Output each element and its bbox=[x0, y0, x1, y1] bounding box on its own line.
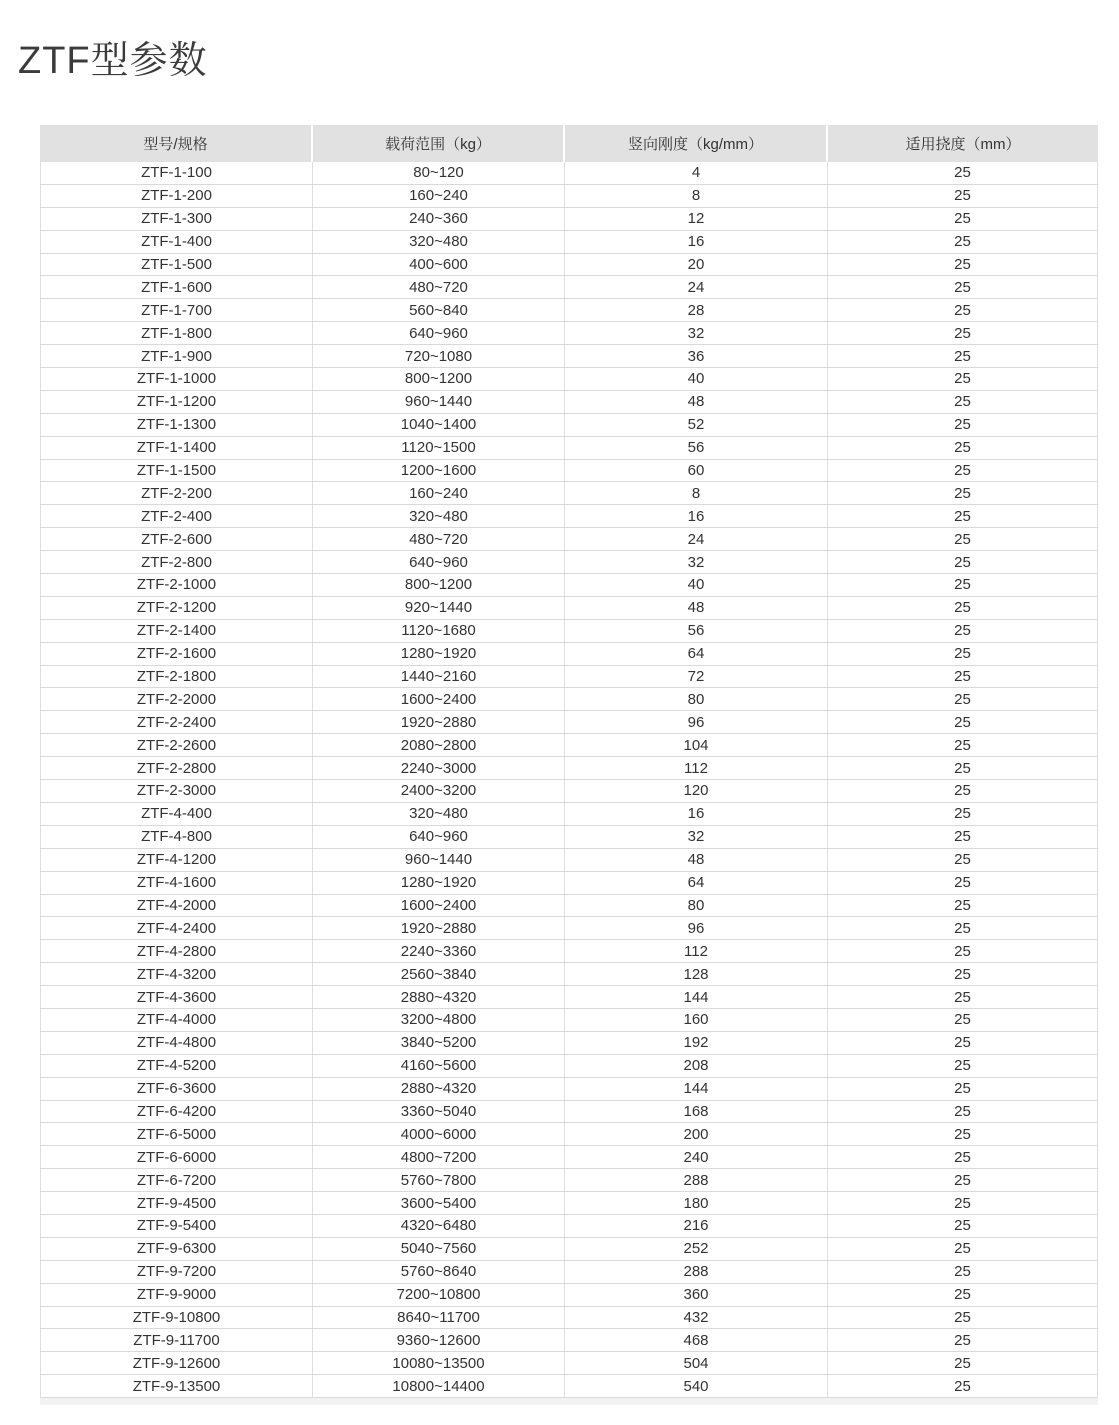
table-row bbox=[40, 597, 1098, 620]
table-cell: 504 bbox=[565, 1352, 828, 1375]
table-cell: 12 bbox=[565, 208, 828, 231]
table-cell: 25 bbox=[828, 1101, 1098, 1124]
table-cell: 1600~2400 bbox=[313, 688, 565, 711]
table-cell: 10080~13500 bbox=[313, 1352, 565, 1375]
table-cell: 168 bbox=[565, 1101, 828, 1124]
table-row bbox=[40, 482, 1098, 505]
table-cell: 432 bbox=[565, 1307, 828, 1330]
table-row bbox=[40, 437, 1098, 460]
table-row bbox=[40, 940, 1098, 963]
table-cell: 80~120 bbox=[313, 162, 565, 185]
table-cell: 25 bbox=[828, 849, 1098, 872]
table-cell: ZTF-2-2000 bbox=[40, 688, 313, 711]
table-cell: 25 bbox=[828, 1055, 1098, 1078]
table-row bbox=[40, 1329, 1098, 1352]
table-cell: ZTF-4-3200 bbox=[40, 963, 313, 986]
table-cell: 1040~1400 bbox=[313, 414, 565, 437]
table-cell: ZTF-1-1300 bbox=[40, 414, 313, 437]
table-cell: 8640~11700 bbox=[313, 1307, 565, 1330]
column-header-vertical-stiffness: 竖向刚度（kg/mm） bbox=[565, 125, 828, 162]
table-cell: 25 bbox=[828, 780, 1098, 803]
table-row bbox=[40, 1352, 1098, 1375]
table-row bbox=[40, 1009, 1098, 1032]
table-row bbox=[40, 391, 1098, 414]
table-cell: 36 bbox=[565, 345, 828, 368]
table-cell: 5760~8640 bbox=[313, 1261, 565, 1284]
table-row bbox=[40, 345, 1098, 368]
table-cell: 48 bbox=[565, 597, 828, 620]
table-cell: ZTF-2-1000 bbox=[40, 574, 313, 597]
table-row bbox=[40, 757, 1098, 780]
table-row bbox=[40, 849, 1098, 872]
table-cell: 480~720 bbox=[313, 276, 565, 299]
table-cell: 2880~4320 bbox=[313, 1078, 565, 1101]
table-cell: 1120~1680 bbox=[313, 620, 565, 643]
table-cell: 96 bbox=[565, 917, 828, 940]
table-row bbox=[40, 666, 1098, 689]
table-cell: 3360~5040 bbox=[313, 1101, 565, 1124]
table-row bbox=[40, 1215, 1098, 1238]
table-row bbox=[40, 826, 1098, 849]
table-cell: 4800~7200 bbox=[313, 1146, 565, 1169]
table-cell: 960~1440 bbox=[313, 391, 565, 414]
table-row bbox=[40, 505, 1098, 528]
table-row bbox=[40, 1169, 1098, 1192]
table-cell: 20 bbox=[565, 254, 828, 277]
table-cell: ZTF-6-6000 bbox=[40, 1146, 313, 1169]
table-cell: 2240~3360 bbox=[313, 940, 565, 963]
table-header bbox=[40, 125, 1098, 162]
table-cell: ZTF-9-11700 bbox=[40, 1329, 313, 1352]
table-row bbox=[40, 231, 1098, 254]
table-cell: 1920~2880 bbox=[313, 917, 565, 940]
table-row bbox=[40, 895, 1098, 918]
table-cell: 1280~1920 bbox=[313, 872, 565, 895]
table-row bbox=[40, 1192, 1098, 1215]
table-row bbox=[40, 803, 1098, 826]
table-cell: 25 bbox=[828, 1307, 1098, 1330]
table-cell: ZTF-4-3600 bbox=[40, 986, 313, 1009]
table-cell: ZTF-2-800 bbox=[40, 551, 313, 574]
table-cell: 25 bbox=[828, 597, 1098, 620]
table-row bbox=[40, 734, 1098, 757]
table-cell: 25 bbox=[828, 1192, 1098, 1215]
table-cell: 320~480 bbox=[313, 803, 565, 826]
table-row bbox=[40, 620, 1098, 643]
table-cell: ZTF-1-200 bbox=[40, 185, 313, 208]
table-cell: 25 bbox=[828, 528, 1098, 551]
table-cell: 216 bbox=[565, 1215, 828, 1238]
table-row bbox=[40, 551, 1098, 574]
table-row bbox=[40, 986, 1098, 1009]
table-cell: 52 bbox=[565, 414, 828, 437]
table-row bbox=[40, 322, 1098, 345]
table-cell: ZTF-2-2400 bbox=[40, 711, 313, 734]
table-cell: 288 bbox=[565, 1261, 828, 1284]
table-cell: 25 bbox=[828, 620, 1098, 643]
table-cell: 160 bbox=[565, 1009, 828, 1032]
table-cell: ZTF-1-100 bbox=[40, 162, 313, 185]
table-cell: 240~360 bbox=[313, 208, 565, 231]
column-header-model-spec: 型号/规格 bbox=[40, 125, 313, 162]
table-cell: 4160~5600 bbox=[313, 1055, 565, 1078]
table-cell: 3600~5400 bbox=[313, 1192, 565, 1215]
table-cell: 48 bbox=[565, 849, 828, 872]
table-cell: ZTF-4-4000 bbox=[40, 1009, 313, 1032]
table-cell: ZTF-2-1200 bbox=[40, 597, 313, 620]
parameters-table-container bbox=[40, 125, 1098, 1405]
table-row bbox=[40, 643, 1098, 666]
table-cell: 5040~7560 bbox=[313, 1238, 565, 1261]
table-cell: 4 bbox=[565, 162, 828, 185]
table-cell: 5760~7800 bbox=[313, 1169, 565, 1192]
table-cell: 28 bbox=[565, 299, 828, 322]
table-cell: 2880~4320 bbox=[313, 986, 565, 1009]
table-cell: ZTF-6-3600 bbox=[40, 1078, 313, 1101]
table-cell: 72 bbox=[565, 666, 828, 689]
table-cell: 1120~1500 bbox=[313, 437, 565, 460]
table-row bbox=[40, 1101, 1098, 1124]
table-cell: 25 bbox=[828, 643, 1098, 666]
table-cell: 4000~6000 bbox=[313, 1123, 565, 1146]
table-cell: 16 bbox=[565, 803, 828, 826]
table-row bbox=[40, 872, 1098, 895]
table-cell: 144 bbox=[565, 986, 828, 1009]
table-cell: ZTF-9-5400 bbox=[40, 1215, 313, 1238]
table-cell: ZTF-2-2600 bbox=[40, 734, 313, 757]
table-row bbox=[40, 1284, 1098, 1307]
table-cell: 640~960 bbox=[313, 826, 565, 849]
table-cell: 25 bbox=[828, 803, 1098, 826]
table-cell: 25 bbox=[828, 208, 1098, 231]
table-cell: 32 bbox=[565, 322, 828, 345]
table-cell: 25 bbox=[828, 414, 1098, 437]
table-cell: 1200~1600 bbox=[313, 460, 565, 483]
table-cell: 10800~14400 bbox=[313, 1375, 565, 1398]
table-row bbox=[40, 1375, 1098, 1398]
table-cell: ZTF-2-200 bbox=[40, 482, 313, 505]
table-cell: 25 bbox=[828, 1329, 1098, 1352]
table-row bbox=[40, 1123, 1098, 1146]
table-row bbox=[40, 963, 1098, 986]
table-cell: 25 bbox=[828, 460, 1098, 483]
table-cell: 288 bbox=[565, 1169, 828, 1192]
table-row bbox=[40, 414, 1098, 437]
table-cell: 8 bbox=[565, 185, 828, 208]
table-cell: ZTF-4-4800 bbox=[40, 1032, 313, 1055]
table-cell: ZTF-4-1200 bbox=[40, 849, 313, 872]
table-cell: ZTF-1-900 bbox=[40, 345, 313, 368]
table-cell: 1280~1920 bbox=[313, 643, 565, 666]
table-cell: 60 bbox=[565, 460, 828, 483]
table-cell: 400~600 bbox=[313, 254, 565, 277]
table-cell: 25 bbox=[828, 231, 1098, 254]
table-cell: 25 bbox=[828, 826, 1098, 849]
table-cell: ZTF-9-6300 bbox=[40, 1238, 313, 1261]
table-cell: 25 bbox=[828, 1238, 1098, 1261]
table-cell: ZTF-2-2800 bbox=[40, 757, 313, 780]
table-cell: 1440~2160 bbox=[313, 666, 565, 689]
table-cell: ZTF-1-1400 bbox=[40, 437, 313, 460]
table-cell: 25 bbox=[828, 505, 1098, 528]
table-cell: ZTF-6-4200 bbox=[40, 1101, 313, 1124]
table-cell: 640~960 bbox=[313, 322, 565, 345]
table-cell: ZTF-4-1600 bbox=[40, 872, 313, 895]
table-cell: 25 bbox=[828, 1375, 1098, 1398]
table-cell: ZTF-4-400 bbox=[40, 803, 313, 826]
table-cell: 25 bbox=[828, 551, 1098, 574]
table-row bbox=[40, 1238, 1098, 1261]
table-cell: 64 bbox=[565, 643, 828, 666]
table-row bbox=[40, 1032, 1098, 1055]
table-cell: 25 bbox=[828, 986, 1098, 1009]
table-cell: ZTF-2-400 bbox=[40, 505, 313, 528]
table-cell: ZTF-9-4500 bbox=[40, 1192, 313, 1215]
table-cell: 25 bbox=[828, 368, 1098, 391]
table-cell: 25 bbox=[828, 276, 1098, 299]
table-cell: ZTF-9-9000 bbox=[40, 1284, 313, 1307]
table-cell: ZTF-1-600 bbox=[40, 276, 313, 299]
table-cell: 208 bbox=[565, 1055, 828, 1078]
table-row bbox=[40, 254, 1098, 277]
table-row bbox=[40, 688, 1098, 711]
table-cell: 25 bbox=[828, 391, 1098, 414]
table-cell: 3200~4800 bbox=[313, 1009, 565, 1032]
table-cell: ZTF-4-2400 bbox=[40, 917, 313, 940]
table-row bbox=[40, 1146, 1098, 1169]
table-cell: 25 bbox=[828, 1078, 1098, 1101]
table-cell: 8 bbox=[565, 482, 828, 505]
table-cell: 1600~2400 bbox=[313, 895, 565, 918]
table-cell: 32 bbox=[565, 551, 828, 574]
table-cell: ZTF-2-600 bbox=[40, 528, 313, 551]
table-row bbox=[40, 368, 1098, 391]
table-cell: 2400~3200 bbox=[313, 780, 565, 803]
table-cell: 960~1440 bbox=[313, 849, 565, 872]
table-cell: 24 bbox=[565, 528, 828, 551]
table-cell: 16 bbox=[565, 505, 828, 528]
table-row bbox=[40, 711, 1098, 734]
table-cell: 25 bbox=[828, 1123, 1098, 1146]
table-row bbox=[40, 1261, 1098, 1284]
table-cell: 25 bbox=[828, 1146, 1098, 1169]
table-cell: 48 bbox=[565, 391, 828, 414]
table-cell: 25 bbox=[828, 254, 1098, 277]
table-cell: 104 bbox=[565, 734, 828, 757]
table-cell: ZTF-4-800 bbox=[40, 826, 313, 849]
table-cell: ZTF-9-10800 bbox=[40, 1307, 313, 1330]
table-row bbox=[40, 162, 1098, 185]
table-cell: 25 bbox=[828, 917, 1098, 940]
table-cell: 144 bbox=[565, 1078, 828, 1101]
table-cell: 80 bbox=[565, 895, 828, 918]
table-cell: ZTF-4-2800 bbox=[40, 940, 313, 963]
table-row bbox=[40, 780, 1098, 803]
table-row bbox=[40, 460, 1098, 483]
table-cell: 480~720 bbox=[313, 528, 565, 551]
table-cell: ZTF-2-1600 bbox=[40, 643, 313, 666]
table-cell: 25 bbox=[828, 1215, 1098, 1238]
table-cell: 160~240 bbox=[313, 185, 565, 208]
table-cell: ZTF-9-12600 bbox=[40, 1352, 313, 1375]
table-cell: 25 bbox=[828, 711, 1098, 734]
table-cell: 360 bbox=[565, 1284, 828, 1307]
table-cell: ZTF-1-1500 bbox=[40, 460, 313, 483]
table-cell: 920~1440 bbox=[313, 597, 565, 620]
table-cell: 25 bbox=[828, 872, 1098, 895]
table-cell: 200 bbox=[565, 1123, 828, 1146]
table-cell: ZTF-1-800 bbox=[40, 322, 313, 345]
table-cell: 25 bbox=[828, 666, 1098, 689]
page-title: ZTF型参数 bbox=[18, 40, 208, 83]
table-cell: ZTF-1-300 bbox=[40, 208, 313, 231]
table-cell: ZTF-1-1000 bbox=[40, 368, 313, 391]
table-cell: ZTF-4-5200 bbox=[40, 1055, 313, 1078]
table-cell: ZTF-1-400 bbox=[40, 231, 313, 254]
table-cell: 128 bbox=[565, 963, 828, 986]
table-cell: 25 bbox=[828, 1009, 1098, 1032]
table-cell: 25 bbox=[828, 299, 1098, 322]
table-row bbox=[40, 1078, 1098, 1101]
table-body bbox=[40, 162, 1098, 1398]
table-cell: 25 bbox=[828, 1169, 1098, 1192]
table-cell: 25 bbox=[828, 437, 1098, 460]
table-cell: 2080~2800 bbox=[313, 734, 565, 757]
table-footer-bar bbox=[40, 1398, 1098, 1405]
table-row bbox=[40, 208, 1098, 231]
table-cell: 192 bbox=[565, 1032, 828, 1055]
table-cell: 25 bbox=[828, 162, 1098, 185]
table-cell: 1920~2880 bbox=[313, 711, 565, 734]
table-cell: 2240~3000 bbox=[313, 757, 565, 780]
table-cell: 40 bbox=[565, 574, 828, 597]
table-cell: 25 bbox=[828, 185, 1098, 208]
table-cell: 25 bbox=[828, 1032, 1098, 1055]
table-cell: 9360~12600 bbox=[313, 1329, 565, 1352]
table-row bbox=[40, 574, 1098, 597]
table-cell: 25 bbox=[828, 1284, 1098, 1307]
table-cell: ZTF-6-7200 bbox=[40, 1169, 313, 1192]
column-header-applicable-deflection: 适用挠度（mm） bbox=[828, 125, 1098, 162]
table-cell: 800~1200 bbox=[313, 574, 565, 597]
table-row bbox=[40, 528, 1098, 551]
table-cell: 25 bbox=[828, 345, 1098, 368]
table-cell: 25 bbox=[828, 895, 1098, 918]
table-cell: 25 bbox=[828, 688, 1098, 711]
table-cell: 25 bbox=[828, 940, 1098, 963]
table-cell: 16 bbox=[565, 231, 828, 254]
table-cell: ZTF-2-3000 bbox=[40, 780, 313, 803]
table-cell: 3840~5200 bbox=[313, 1032, 565, 1055]
table-cell: ZTF-1-700 bbox=[40, 299, 313, 322]
table-cell: ZTF-1-1200 bbox=[40, 391, 313, 414]
table-cell: 80 bbox=[565, 688, 828, 711]
table-cell: 25 bbox=[828, 1261, 1098, 1284]
table-cell: 64 bbox=[565, 872, 828, 895]
table-cell: 25 bbox=[828, 757, 1098, 780]
table-row bbox=[40, 185, 1098, 208]
table-row bbox=[40, 917, 1098, 940]
table-cell: 25 bbox=[828, 963, 1098, 986]
table-cell: 560~840 bbox=[313, 299, 565, 322]
table-cell: 720~1080 bbox=[313, 345, 565, 368]
table-cell: 112 bbox=[565, 757, 828, 780]
table-row bbox=[40, 1055, 1098, 1078]
table-cell: ZTF-2-1400 bbox=[40, 620, 313, 643]
table-cell: 25 bbox=[828, 734, 1098, 757]
table-row bbox=[40, 276, 1098, 299]
table-cell: ZTF-9-13500 bbox=[40, 1375, 313, 1398]
table-cell: 7200~10800 bbox=[313, 1284, 565, 1307]
table-cell: 25 bbox=[828, 482, 1098, 505]
table-cell: ZTF-6-5000 bbox=[40, 1123, 313, 1146]
table-cell: 40 bbox=[565, 368, 828, 391]
table-cell: 252 bbox=[565, 1238, 828, 1261]
table-cell: 180 bbox=[565, 1192, 828, 1215]
table-cell: 24 bbox=[565, 276, 828, 299]
table-cell: 468 bbox=[565, 1329, 828, 1352]
table-cell: 160~240 bbox=[313, 482, 565, 505]
table-header-row bbox=[40, 125, 1098, 162]
table-cell: 240 bbox=[565, 1146, 828, 1169]
table-cell: ZTF-2-1800 bbox=[40, 666, 313, 689]
table-cell: 120 bbox=[565, 780, 828, 803]
table-cell: 640~960 bbox=[313, 551, 565, 574]
table-cell: 56 bbox=[565, 620, 828, 643]
table-cell: 96 bbox=[565, 711, 828, 734]
parameters-table bbox=[40, 125, 1098, 1398]
table-cell: 25 bbox=[828, 1352, 1098, 1375]
table-cell: 25 bbox=[828, 574, 1098, 597]
table-cell: 25 bbox=[828, 322, 1098, 345]
column-header-load-range: 载荷范围（kg） bbox=[313, 125, 565, 162]
table-row bbox=[40, 299, 1098, 322]
table-cell: ZTF-9-7200 bbox=[40, 1261, 313, 1284]
table-cell: 2560~3840 bbox=[313, 963, 565, 986]
table-cell: 320~480 bbox=[313, 231, 565, 254]
table-cell: 56 bbox=[565, 437, 828, 460]
table-cell: ZTF-1-500 bbox=[40, 254, 313, 277]
table-cell: 32 bbox=[565, 826, 828, 849]
table-cell: 112 bbox=[565, 940, 828, 963]
table-cell: ZTF-4-2000 bbox=[40, 895, 313, 918]
table-cell: 4320~6480 bbox=[313, 1215, 565, 1238]
table-cell: 540 bbox=[565, 1375, 828, 1398]
table-cell: 800~1200 bbox=[313, 368, 565, 391]
table-cell: 320~480 bbox=[313, 505, 565, 528]
table-row bbox=[40, 1307, 1098, 1330]
